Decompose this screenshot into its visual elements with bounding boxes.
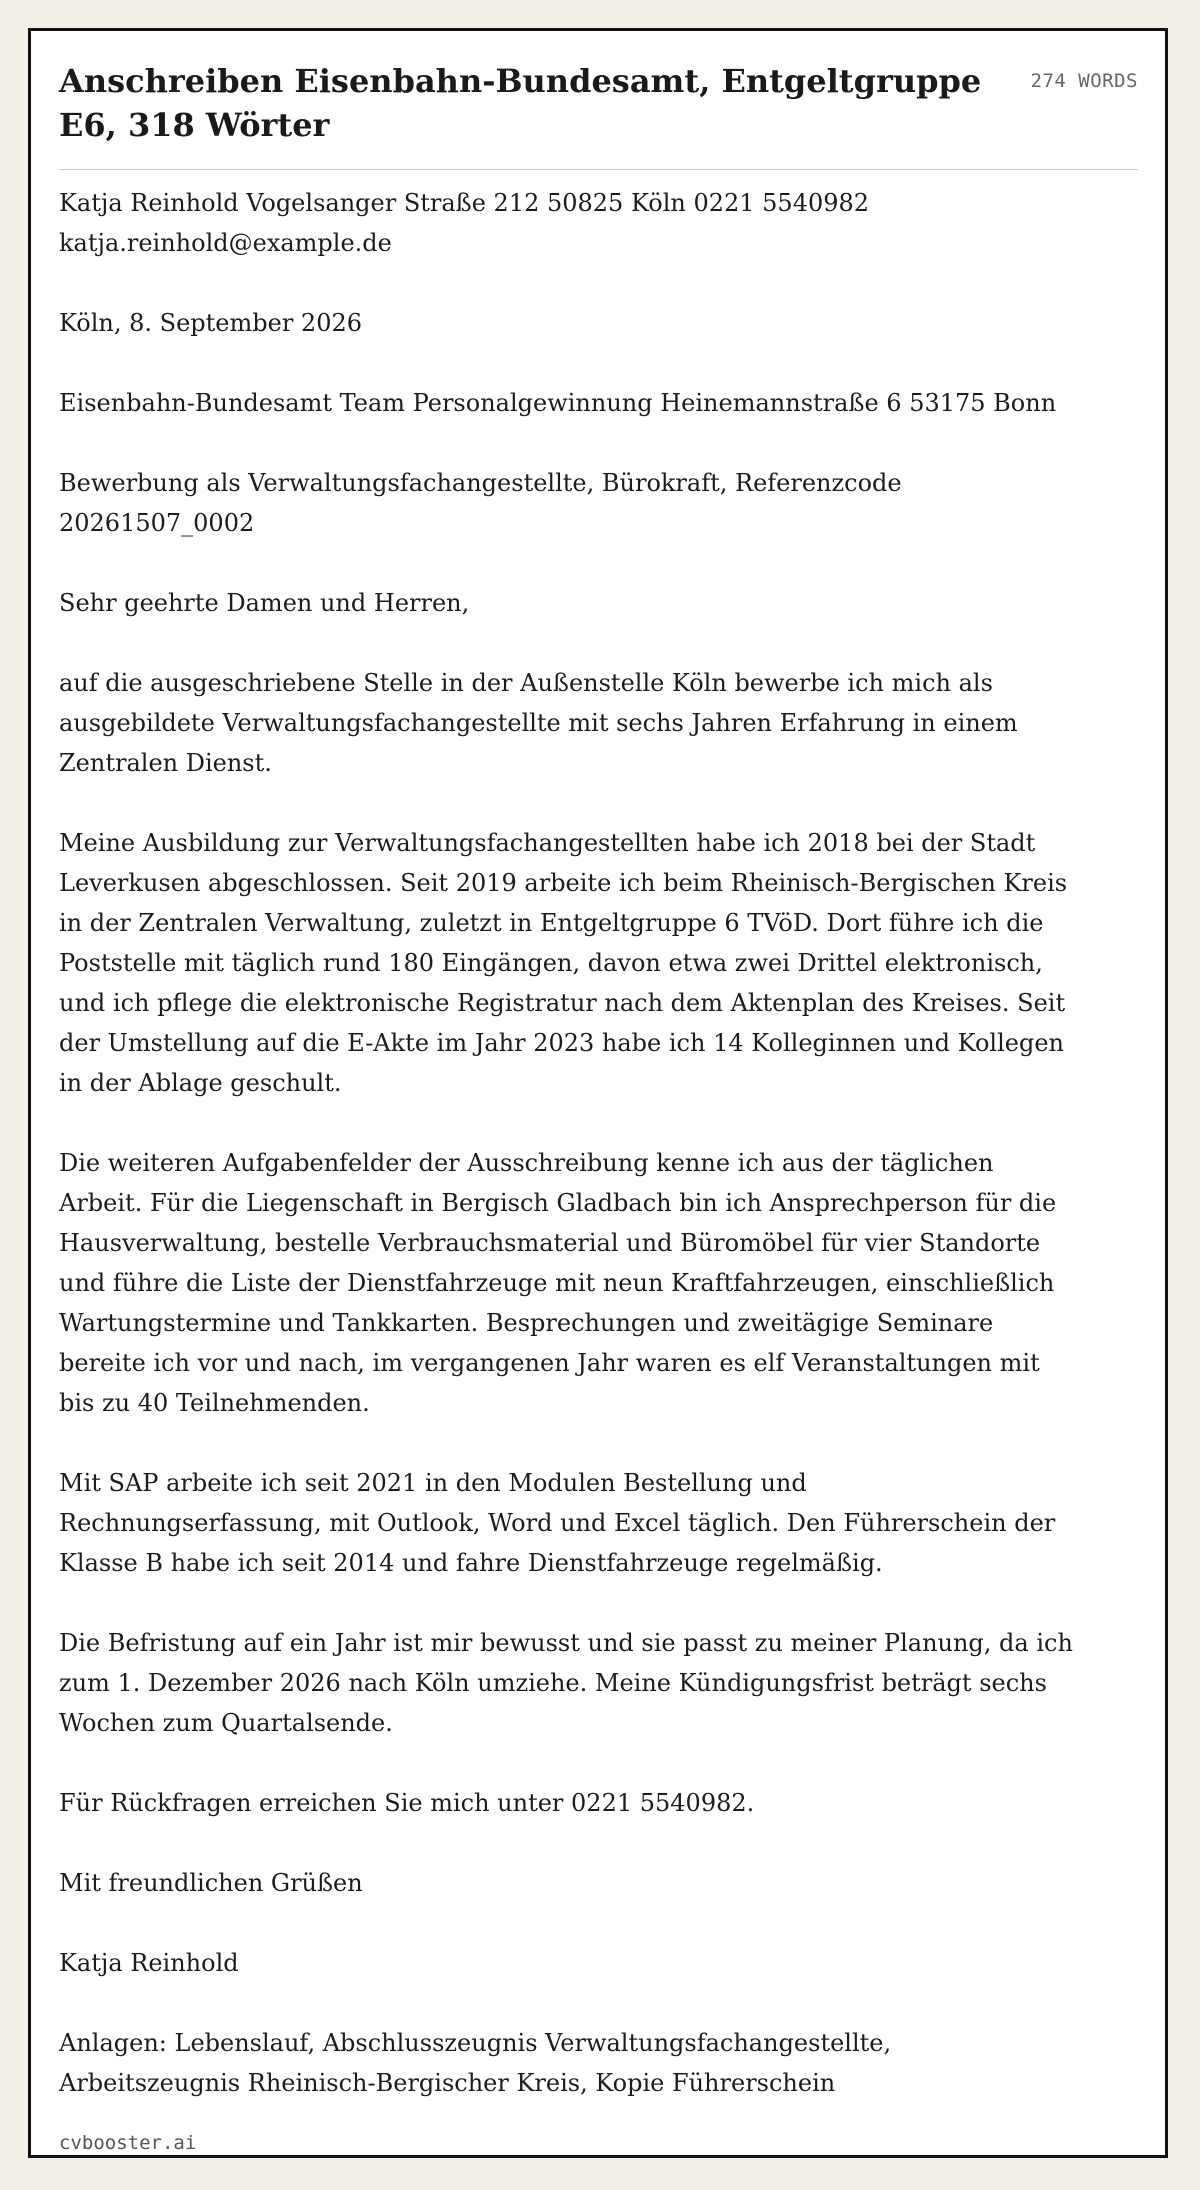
body-paragraph: Meine Ausbildung zur Verwaltungsfachangestellten habe ich 2018 bei der Stadt Leverkusen abgeschlossen. Seit 2019 arbeite ich beim Rheinisch-Bergischen Kreis in der Zentralen Verwaltung, zuletzt in Entgeltgruppe 6 TVöD. Dort führe ich die Poststelle mit täglich rund 180 Eingängen, davon etwa zwei Drittel elektronisch, und ich pflege die elektronische Registratur nach dem Aktenplan des Kreises. Seit der Umstellung auf die E-Akte im Jahr 2023 habe ich 14 Kolleginnen und Kollegen in der Ablage geschult.: [59, 829, 1068, 1097]
body-paragraph: Die weiteren Aufgabenfelder der Ausschreibung kenne ich aus der täglichen Arbeit. Für die Liegenschaft in Bergisch Gladbach bin ich Ansprechperson für die Hausverwaltung, bestelle Verbrauchsmaterial und Büromöbel für vier Standorte und führe die Liste der Dienstfahrzeuge mit neun Kraftfahrzeugen, einschließlich Wartungstermine und Tankkarten. Besprechungen und zweitägige Seminare bereite ich vor und nach, im vergangenen Jahr waren es elf Veranstaltungen mit bis zu 40 Teilnehmenden.: [59, 1149, 1057, 1417]
footer-brand: cvbooster.ai: [59, 2132, 197, 2154]
closing: Mit freundlichen Grüßen: [59, 1869, 363, 1897]
letter-body: [59, 183, 1074, 2143]
document-title: Anschreiben Eisenbahn-Bundesamt, Entgeltgruppe E6, 318 Wörter: [59, 62, 982, 144]
recipient-block: Eisenbahn-Bundesamt Team Personalgewinnung Heinemannstraße 6 53175 Bonn: [59, 389, 1057, 417]
body-paragraph: Für Rückfragen erreichen Sie mich unter 0221 5540982.: [59, 1789, 755, 1817]
sender-block: Katja Reinhold Vogelsanger Straße 212 50825 Köln 0221 5540982 katja.reinhold@example.de: [59, 189, 870, 257]
document-card: [28, 28, 1168, 2158]
letter-date: Köln, 8. September 2026: [59, 309, 363, 337]
body-paragraph: auf die ausgeschriebene Stelle in der Außenstelle Köln bewerbe ich mich als ausgebildete Verwaltungsfachangestellte mit sechs Jahren Erfahrung in einem Zentralen Dienst.: [59, 669, 1018, 777]
document-header: [59, 53, 1138, 170]
body-paragraph: Die Befristung auf ein Jahr ist mir bewusst und sie passt zu meiner Planung, da ich zum 1. Dezember 2026 nach Köln umziehe. Meine Kündigungsfrist beträgt sechs Wochen zum Quartalsende.: [59, 1629, 1073, 1737]
signature-name: Katja Reinhold: [59, 1949, 239, 1977]
word-count-label: 274 WORDS: [1030, 70, 1138, 92]
body-paragraph: Mit SAP arbeite ich seit 2021 in den Modulen Bestellung und Rechnungserfassung, mit Outlook, Word und Excel täglich. Den Führerschein der Klasse B habe ich seit 2014 und fahre Dienstfahrzeuge regelmäßig.: [59, 1469, 1056, 1577]
letter-subject: Bewerbung als Verwaltungsfachangestellte, Bürokraft, Referenzcode 20261507_0002: [59, 469, 902, 537]
salutation: Sehr geehrte Damen und Herren,: [59, 589, 470, 617]
attachments-list: Anlagen: Lebenslauf, Abschlusszeugnis Verwaltungsfachangestellte, Arbeitszeugnis Rheinisch-Bergischer Kreis, Kopie Führerschein: [59, 2029, 892, 2097]
